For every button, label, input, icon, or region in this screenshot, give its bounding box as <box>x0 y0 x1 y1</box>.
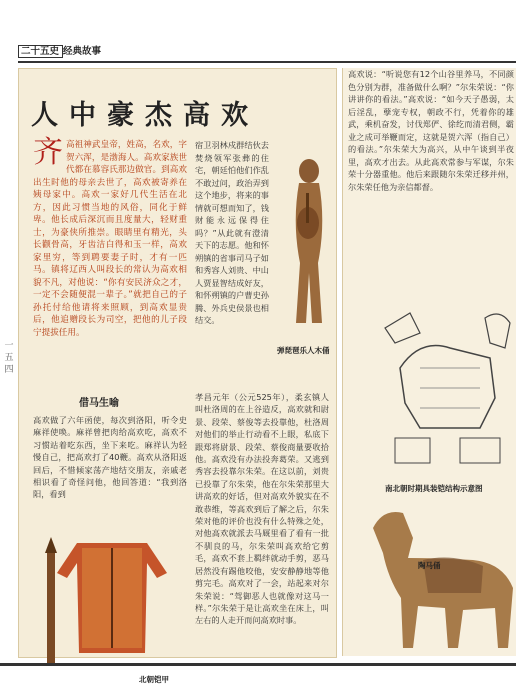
armor-figure <box>37 533 187 673</box>
middle-column-top: 宿卫羽林戍群结伙去焚烧领军张彝的住宅，朝廷怕他们作乱不敢过问，政治弄到这个地步，将来的事情就可想而知了，钱财能永远保得住吗？”从此就有澄清天下的志愿。他和怀朔镇的省事司马子如和秀容人刘贵、中山人贾显智结成好友，和怀朔镇的户曹史孙腾、外兵史侯景也相结交。 <box>195 140 269 325</box>
horse-caption: 陶马俑 <box>418 561 441 570</box>
diagram-caption: 南北朝时期具装铠结构示意图 <box>385 484 483 493</box>
bottom-rule <box>0 663 516 666</box>
article-title: 人中豪杰高欢 <box>31 100 259 131</box>
page-body <box>18 68 516 684</box>
intro-text: 高祖神武皇帝，姓高，名欢，字贺六浑，是渤海人。高欢家族世代都在慕容氏那边做官。到高欢出生时他的母亲去世了，高欢被寄养在姨母家中。高欢一家好几代生活在北方，因此习惯当地的风俗，同化于鲜卑。他长成后深沉而且度量大，轻财重士，为豪侠所推崇。眼睛里有精光，头长颧骨高，牙齿洁白得和玉一样，高欢家里穷，等到聘要妻子时，才有一匹马。镇将辽西人叫段长的常认为高欢相貌不凡，对他说：“你有安民济众之才，一定不会随便混一辈子。”就把自己的子孙托付给他请将来照顾，到高欢显贵后，他追赠段长为司空，把他的儿子段宁提拔任用。 <box>33 140 187 338</box>
middle-column-bottom: 孝昌元年（公元525年），柔玄镇人叫杜洛周的在上谷造反，高欢就和尉景、段荣、蔡俊等去投靠他，杜洛周对他们的举止行动看不上眼，私底下跟郑将尉景、段荣、蔡俊商量要收拾他。高欢没有办法投奔葛荣。又逃到秀容去投靠尔朱荣。在这以前，刘贵已投靠了尔朱荣，他在尔朱荣那里大讲高欢的好话，但对高欢外貌实在不敢恭维，等高欢到后了解之后，尔朱荣对他的评价也没有什么特殊之处，对他高欢就派去马厩里看了看有一批不驯良的马，尔朱荣叫高欢给它剪毛，高欢不套上羁绊就动手剪，恶马居然没有踢他咬他，安安静静地等他剪完毛。高欢对了一会，站起来对尔朱荣说：“驾御恶人也就像对这马一样。”尔朱荣于是让高欢坐在床上，叫左右的人走开而问高欢时事。 <box>195 392 329 626</box>
section-subhead: 借马生喻 <box>79 398 119 409</box>
page-number: 一五四 <box>4 341 14 375</box>
musician-statue-figure <box>282 153 336 343</box>
series-title: 二十五史 <box>18 45 63 58</box>
left-panel <box>18 68 337 684</box>
right-column-text: 高欢说：“听说您有12个山谷里养马，不同颜色分别为群，准备做什么啊？”尔朱荣说：“你讲讲你的看法。”高欢说：“如今天子愚弱，太后淫乱，孽宠专权，朝政不行，凭着你的雄武，乘机奋发，讨伐郑俨、徐纥而清君侧，霸业之成可举鞭而定，这就是贺六浑（指自己）的看法。”尔朱荣大为高兴，从中午谈到半夜里，高欢才出去。从此高欢常参与军谋，尔朱荣十分器重他。他后来跟随尔朱荣迁移并州，尔朱荣任他为亲信都督。 <box>348 69 514 192</box>
running-header <box>18 45 516 63</box>
series-subtitle: 经典故事 <box>63 46 102 57</box>
drop-cap: 齐 <box>33 135 63 170</box>
armor-caption: 北朝铠甲 <box>139 675 169 684</box>
armor-diagram-figure <box>380 308 516 478</box>
series-label <box>18 45 101 59</box>
intro-paragraph <box>33 135 187 339</box>
statue-caption: 弹琵琶乐人木俑 <box>277 346 330 355</box>
left-column-bottom: 高欢做了六年函使，每次到洛阳，听令史麻祥使唤。麻祥曾把肉给高欢吃，高欢不习惯站着吃东西，坐下来吃。麻祥认为轻慢自己，把高欢打了40鞭。高欢从洛阳返回后，不惜倾家荡产地结交朋友，亲戚老相识看了奇怪问他，他回答道：“我到洛阳，看到 <box>33 415 187 500</box>
horse-figure <box>363 498 516 658</box>
